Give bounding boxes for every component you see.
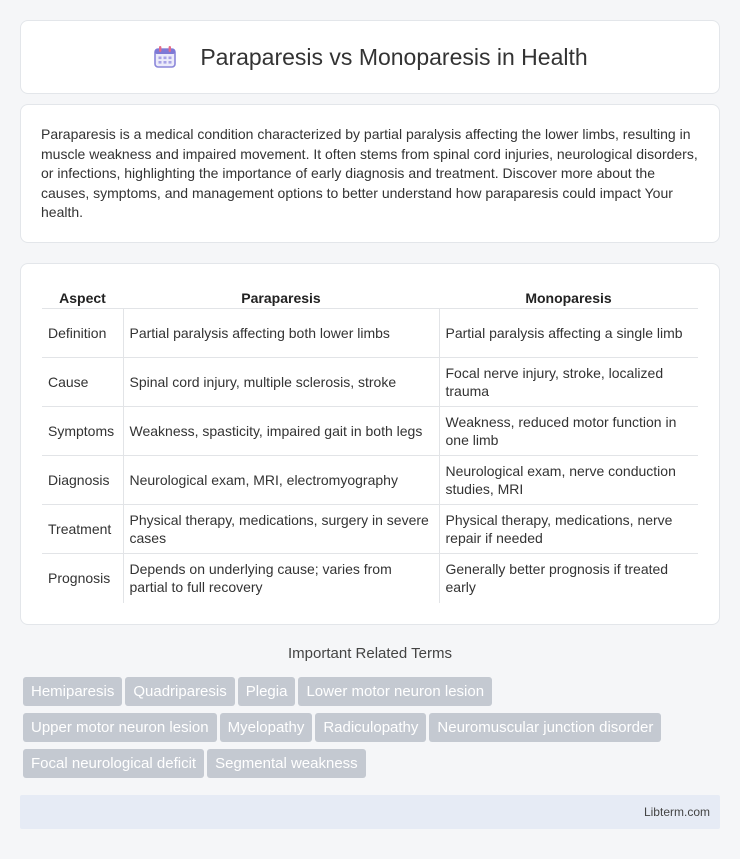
table-row — [42, 554, 698, 603]
table-row — [42, 407, 698, 456]
related-term-tag[interactable]: Plegia — [238, 677, 296, 706]
related-term-tag[interactable]: Neuromuscular junction disorder — [429, 713, 661, 742]
table-row — [42, 358, 698, 407]
intro-card — [20, 104, 720, 243]
table-row — [42, 505, 698, 554]
row-monoparesis: Generally better prognosis if treated early — [439, 554, 698, 603]
row-aspect: Prognosis — [42, 554, 123, 603]
row-monoparesis: Neurological exam, nerve conduction studies, MRI — [439, 456, 698, 505]
row-monoparesis: Partial paralysis affecting a single limb — [439, 309, 698, 358]
row-paraparesis: Partial paralysis affecting both lower limbs — [123, 309, 439, 358]
footer — [20, 795, 720, 829]
row-paraparesis: Weakness, spasticity, impaired gait in both legs — [123, 407, 439, 456]
row-monoparesis: Weakness, reduced motor function in one limb — [439, 407, 698, 456]
header-aspect: Aspect — [59, 290, 106, 306]
row-aspect: Cause — [42, 358, 123, 407]
header-paraparesis: Paraparesis — [241, 290, 321, 306]
related-term-tag[interactable]: Focal neurological deficit — [23, 749, 204, 778]
table-row — [42, 309, 698, 358]
related-term-tag[interactable]: Upper motor neuron lesion — [23, 713, 217, 742]
row-aspect: Treatment — [42, 505, 123, 554]
row-monoparesis: Physical therapy, medications, nerve repair if needed — [439, 505, 698, 554]
related-term-tag[interactable]: Hemiparesis — [23, 677, 122, 706]
related-terms-list — [23, 677, 723, 785]
table-header-row — [42, 284, 698, 309]
row-paraparesis: Neurological exam, MRI, electromyography — [123, 456, 439, 505]
related-term-tag[interactable]: Quadriparesis — [125, 677, 234, 706]
row-paraparesis: Physical therapy, medications, surgery in severe cases — [123, 505, 439, 554]
related-term-tag[interactable]: Lower motor neuron lesion — [298, 677, 492, 706]
header-monoparesis: Monoparesis — [525, 290, 612, 306]
table-row — [42, 456, 698, 505]
title-card — [20, 20, 720, 94]
comparison-table — [42, 284, 698, 603]
intro-text: Paraparesis is a medical condition characterized by partial paralysis affecting the lower limbs, resulting in muscle weakness and impaired movement. It often stems from spinal cord injuries, neurological disorders, or infections, highlighting the importance of early diagnosis and treatment. Discover more about the causes, symptoms, and management options to better understand how paraparesis could impact Your health. — [41, 126, 698, 220]
related-term-tag[interactable]: Myelopathy — [220, 713, 313, 742]
page-title: Paraparesis vs Monoparesis in Health — [200, 43, 588, 70]
row-aspect: Diagnosis — [42, 456, 123, 505]
footer-site-link[interactable]: Libterm.com — [643, 805, 710, 819]
related-terms-title: Important Related Terms — [288, 645, 452, 662]
row-aspect: Symptoms — [42, 407, 123, 456]
row-monoparesis: Focal nerve injury, stroke, localized trauma — [439, 358, 698, 407]
row-aspect: Definition — [42, 309, 123, 358]
row-paraparesis: Spinal cord injury, multiple sclerosis, stroke — [123, 358, 439, 407]
related-term-tag[interactable]: Radiculopathy — [315, 713, 426, 742]
related-term-tag[interactable]: Segmental weakness — [207, 749, 366, 778]
comparison-card — [20, 263, 720, 625]
calendar-icon — [152, 44, 178, 70]
row-paraparesis: Depends on underlying cause; varies from partial to full recovery — [123, 554, 439, 603]
